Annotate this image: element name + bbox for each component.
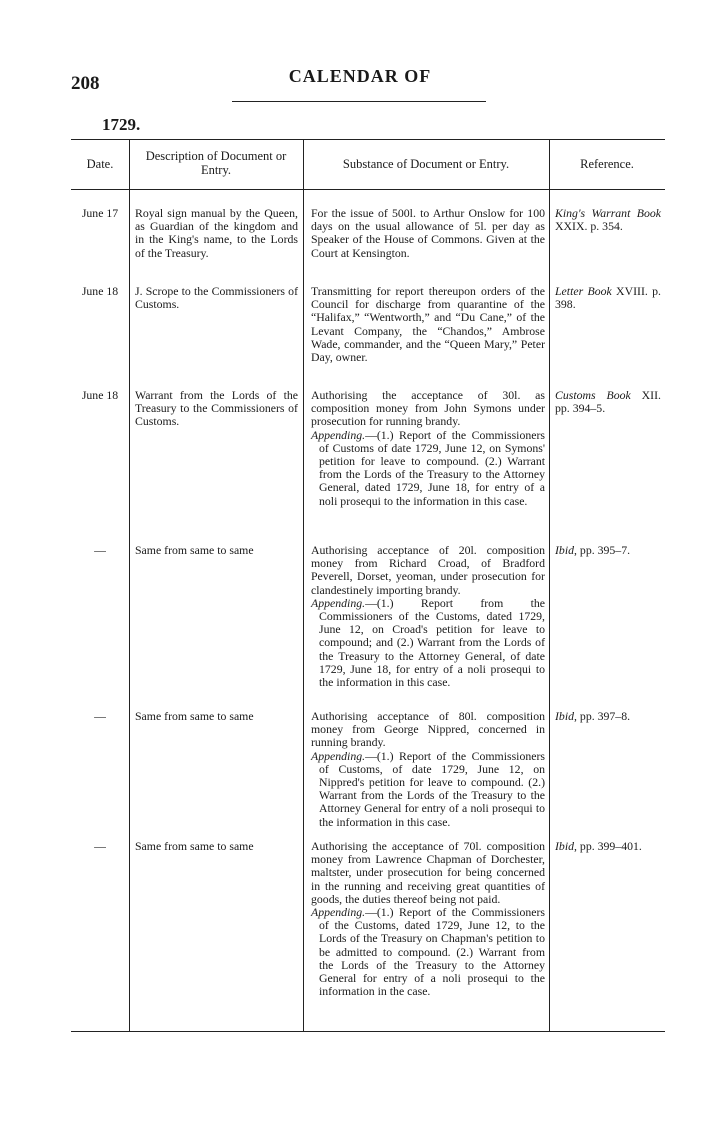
header-bottom-rule	[71, 189, 665, 190]
entry-substance	[303, 389, 549, 508]
entry-reference	[549, 710, 665, 723]
substance-text: Authorising the acceptance of 30l. as composition money from John Symons under prosecution for running brandy.	[311, 388, 545, 429]
appending-label: Appending.	[311, 595, 366, 610]
column-rule-date	[129, 139, 130, 1032]
reference-location: XXIX. p. 354.	[555, 219, 623, 234]
entry-date: —	[94, 839, 106, 853]
reference-title: Letter Book	[555, 284, 612, 298]
header-reference: Reference.	[580, 157, 634, 171]
entry-reference	[549, 389, 665, 415]
entry-description: Same from same to same	[135, 543, 254, 557]
reference-location: XII. pp. 394–5.	[555, 388, 661, 416]
table-top-rule	[71, 139, 665, 140]
reference-location: , pp. 395–7.	[574, 543, 631, 557]
substance-text: Authorising the acceptance of 70l. composition money from Lawrence Chapman of Dorchester, maltster, under prosecution for being concerned in the running and receiving great quantities of goods, the duties thereof being not paid.	[311, 839, 545, 906]
entry-date: June 17	[81, 206, 119, 220]
reference-location: , pp. 397–8.	[574, 709, 631, 723]
entry-substance: For the issue of 500l. to Arthur Onslow for 100 days on the usual allowance of 5l. per day as Speaker of the House of Commons. Given at the Court at Kensington.	[311, 206, 545, 260]
calendar-table	[71, 139, 665, 1032]
column-rule-substance	[549, 139, 550, 1032]
entry-description: Same from same to same	[135, 839, 254, 853]
entry-date: June 18	[81, 284, 119, 298]
appending-note	[311, 597, 545, 689]
appending-note	[311, 750, 545, 829]
entry-reference	[549, 544, 665, 557]
entry-date: June 18	[81, 388, 119, 402]
appending-text: —(1.) Report of the Commissioners of Customs, of date 1729, June 12, on Nippred's petition for leave to compound. (2.) Warrant from the Lords of the Treasury to the Attorney General for entry of a noli prosequi to the information in this case.	[319, 748, 545, 829]
reference-title: Ibid	[555, 543, 575, 557]
entry-description: Warrant from the Lords of the Treasury to the Commissioners of Customs.	[135, 388, 298, 429]
reference-title: Customs Book	[555, 388, 631, 402]
reference-title: King's Warrant Book	[555, 206, 661, 220]
appending-note	[311, 906, 545, 998]
entry-description: Same from same to same	[135, 709, 254, 723]
year-heading: 1729.	[102, 115, 141, 134]
entry-description: Royal sign manual by the Queen, as Guardian of the kingdom and in the King's name, to the Lords of the Treasury.	[135, 206, 298, 260]
entry-substance	[303, 544, 549, 689]
appending-note	[311, 429, 545, 508]
reference-title: Ibid	[555, 839, 575, 853]
reference-location: , pp. 399–401.	[574, 839, 642, 853]
appending-text: —(1.) Report of the Commissioners of the Customs, dated 1729, June 12, to the Lords of the Treasury on Chapman's petition to be admitted to compound. (2.) Warrant from the Lords of the Treasury to the Attorney General for entry of a noli prosequi to the information in the case.	[319, 905, 545, 999]
header-date: Date.	[86, 157, 114, 171]
entry-date: —	[94, 709, 106, 723]
entry-substance	[303, 840, 549, 998]
substance-text: Authorising acceptance of 80l. composition money from George Nippred, concerned in running brandy.	[311, 709, 545, 750]
appending-text: —(1.) Report of the Commissioners of Customs of date 1729, June 12, on Symons' petition for leave to compound. (2.) Warrant from the Lords of the Treasury to the Attorney General, dated 1729, June 18, for entry of a noli prosequi to the information in this case.	[319, 427, 545, 508]
appending-label: Appending.	[311, 427, 366, 442]
header-substance: Substance of Document or Entry.	[342, 157, 510, 171]
header-description: Description of Document or Entry.	[145, 149, 287, 177]
reference-location: XVIII. p. 398.	[555, 284, 661, 312]
head-rule	[232, 101, 486, 102]
entry-substance: Transmitting for report thereupon orders of the Council for discharge from quarantine of the “Halifax,” “Wentworth,” and “Du Cane,” of the Levant Company, the “Chandos,” Ambrose Wade, commander, and the “Queen Mary,” Peter Day, owner.	[311, 284, 545, 365]
entry-reference	[549, 207, 665, 233]
reference-title: Ibid	[555, 709, 575, 723]
entry-reference	[549, 285, 665, 311]
table-bottom-rule	[71, 1031, 665, 1032]
entry-description: J. Scrope to the Commissioners of Customs.	[135, 284, 298, 312]
page-number: 208	[71, 73, 100, 94]
running-head: CALENDAR OF	[288, 66, 432, 86]
appending-label: Appending.	[311, 748, 366, 763]
appending-text: —(1.) Report from the Commissioners of the Customs, dated 1729, June 12, on Croad's petition for leave to compound; and (2.) Warrant from the Lords of the Treasury to the Attorney General, of date 1729, June 18, for entry of a noli prosequi to the information in this case.	[319, 595, 545, 690]
appending-label: Appending.	[311, 905, 366, 920]
entry-reference	[549, 840, 665, 853]
entry-substance	[303, 710, 549, 829]
substance-text: Authorising acceptance of 20l. composition money from Richard Croad, of Bradford Peverell, Dorset, yeoman, under prosecution for clandestinely importing brandy.	[311, 543, 545, 597]
entry-date: —	[94, 543, 106, 557]
